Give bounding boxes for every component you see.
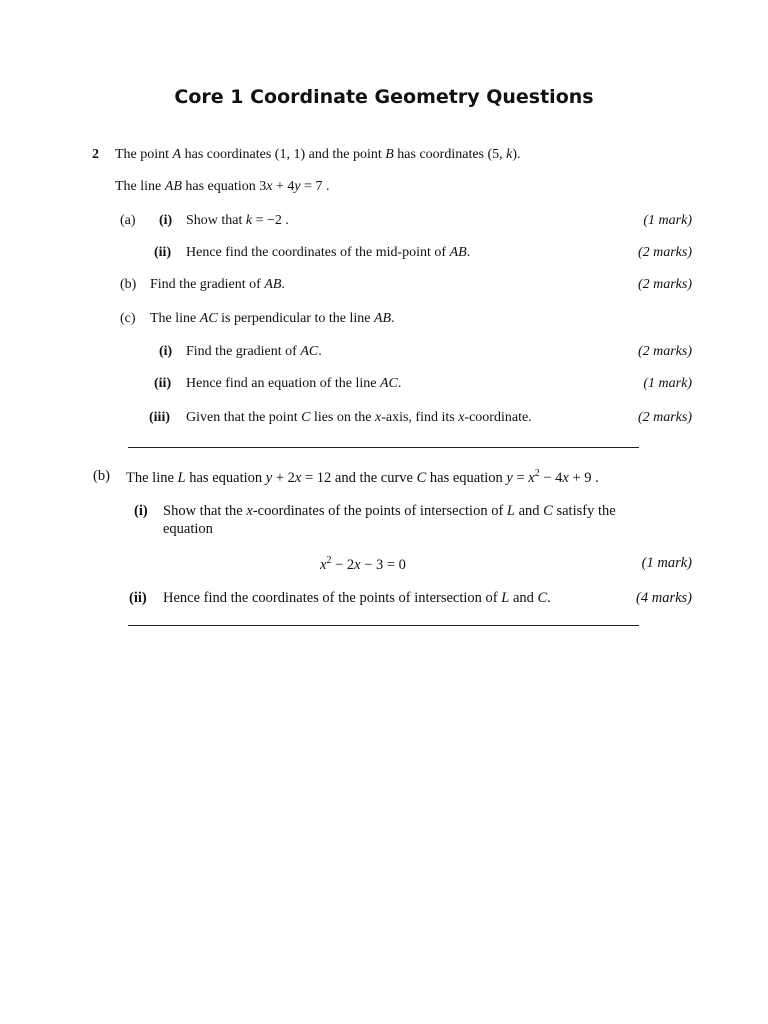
question-b-label: (b) (93, 468, 110, 484)
question-intro: The point A has coordinates (1, 1) and the point B has coordinates (5, k). (115, 147, 521, 162)
question-b-i-line2: equation (163, 521, 213, 537)
divider-rule (128, 447, 639, 448)
part-b-text: Find the gradient of AB. (150, 277, 285, 292)
part-c-i-label: (i) (159, 344, 173, 359)
question-b-ii-marks: (4 marks) (636, 590, 692, 606)
part-a-i-label: (i) (159, 213, 173, 228)
part-c-ii-label: (ii) (154, 376, 172, 391)
part-b-marks: (2 marks) (637, 277, 692, 292)
part-a-i-text: Show that k = −2 . (186, 213, 289, 228)
part-c-iii-label: (iii) (149, 410, 170, 425)
question-b-i-label: (i) (134, 503, 148, 519)
line-equation-text: The line AB has equation 3x + 4y = 7 . (115, 179, 330, 194)
part-b-label: (b) (120, 277, 137, 292)
part-c-text: The line AC is perpendicular to the line AB. (150, 311, 395, 326)
part-a-ii-marks: (2 marks) (637, 245, 692, 260)
part-a-ii-label: (ii) (154, 245, 172, 260)
part-a-ii-text: Hence find the coordinates of the mid-point of AB. (186, 245, 471, 260)
question-b-text: The line L has equation y + 2x = 12 and the curve C has equation $y = x^2 - 4x + 9$ . (126, 468, 599, 486)
part-c-ii-text: Hence find an equation of the line AC. (186, 376, 402, 391)
part-a-i-marks: (1 mark) (643, 213, 692, 228)
question-number: 2 (92, 147, 99, 162)
part-c-ii-marks: (1 mark) (643, 376, 692, 391)
part-c-label: (c) (120, 311, 136, 326)
part-c-iii-marks: (2 marks) (637, 410, 692, 425)
part-c-i-text: Find the gradient of AC. (186, 344, 322, 359)
part-a-label: (a) (120, 213, 136, 228)
equation: $x^2 - 2x - 3 = 0$ (320, 555, 406, 573)
bottom-divider-rule (128, 625, 639, 626)
page-title: Core 1 Coordinate Geometry Questions (174, 86, 594, 108)
question-b-ii-text: Hence find the coordinates of the points of intersection of L and C. (163, 590, 551, 606)
part-c-i-marks: (2 marks) (637, 344, 692, 359)
question-b-ii-label: (ii) (129, 590, 147, 606)
question-b-i-marks: (1 mark) (641, 555, 692, 571)
part-c-iii-text: Given that the point C lies on the x-axis, find its x-coordinate. (186, 410, 532, 425)
question-b-i-text: Show that the x-coordinates of the points of intersection of L and C satisfy the (163, 503, 616, 519)
